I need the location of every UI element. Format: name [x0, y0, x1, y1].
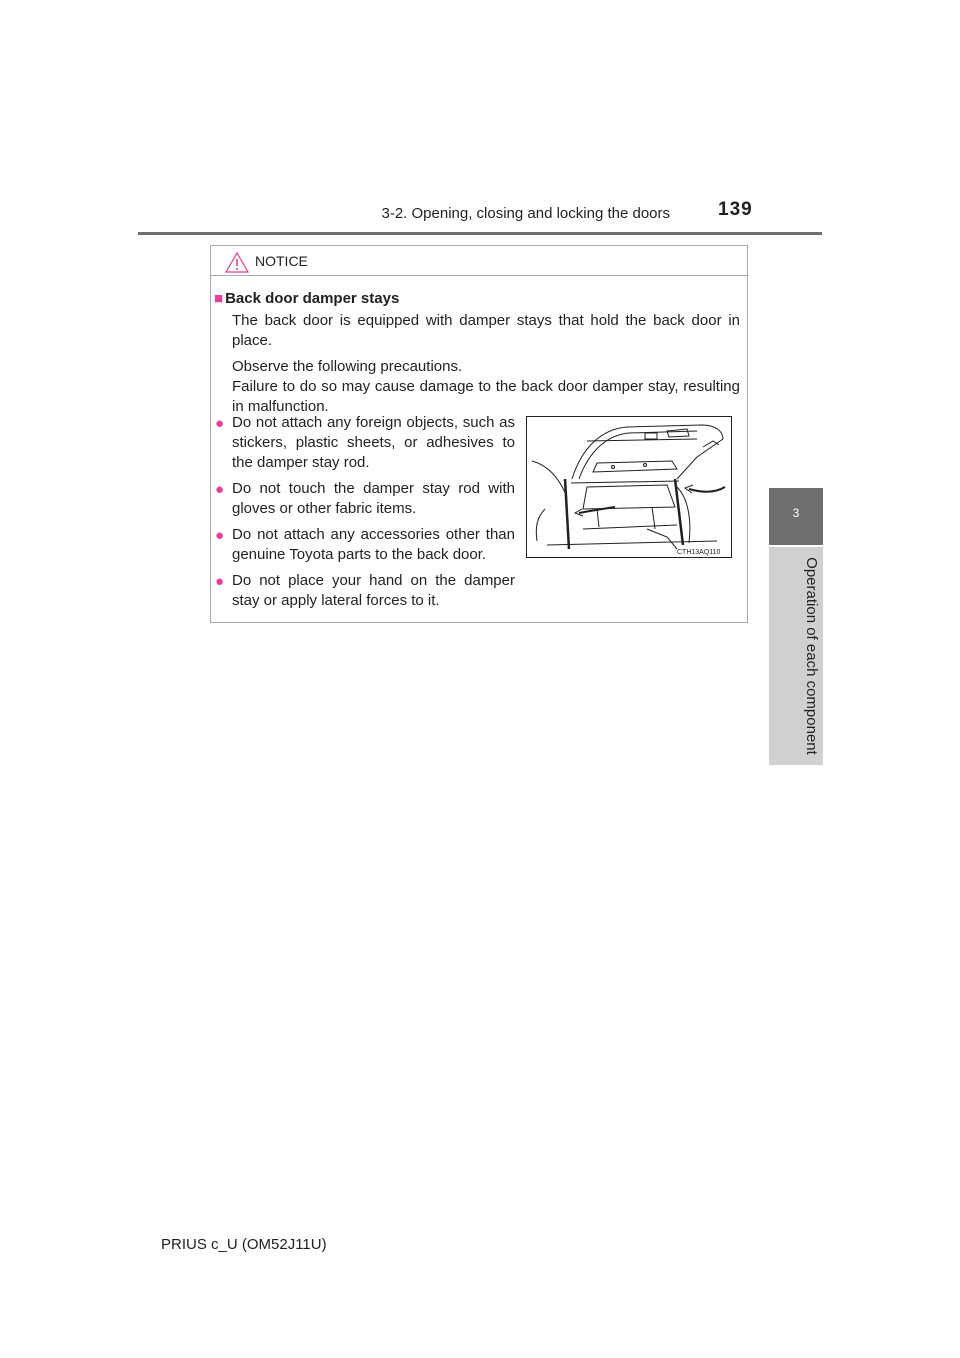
header-rule: [138, 232, 822, 235]
paragraph: The back door is equipped with damper stays that hold the back door in place.: [232, 312, 740, 349]
bullet-dot-icon: ●: [215, 415, 225, 432]
bullet-dot-icon: ●: [215, 527, 225, 544]
list-item-text: Do not touch the damper stay rod with gloves or other fabric items.: [232, 480, 515, 517]
bullet-dot-icon: ●: [215, 481, 225, 498]
chapter-tab: [769, 547, 823, 765]
section-title-text: Back door damper stays: [225, 290, 400, 307]
square-bullet-icon: ■: [214, 290, 224, 307]
running-header-title: 3-2. Opening, closing and locking the doors: [381, 205, 670, 222]
paragraph: Observe the following precautions.: [232, 358, 463, 375]
back-door-illustration: [526, 416, 732, 558]
list-item-text: Do not attach any foreign objects, such as stickers, plastic sheets, or adhesives to the damper stay rod.: [232, 414, 515, 471]
bullet-dot-icon: ●: [215, 573, 225, 590]
warning-triangle-icon: [225, 252, 249, 273]
section-title: [214, 290, 399, 307]
chapter-tab-number: 3: [769, 488, 823, 545]
list-item: [215, 571, 515, 611]
list-item-text: Do not place your hand on the damper stay or apply lateral forces to it.: [232, 572, 515, 609]
back-door-drawing: [527, 417, 731, 557]
page-number: 139: [718, 199, 753, 220]
chapter-tab-label: Operation of each component: [803, 557, 820, 755]
list-item: [215, 413, 515, 473]
footer-model-code: PRIUS c_U (OM52J11U): [161, 1236, 327, 1253]
paragraph: Failure to do so may cause damage to the back door damper stay, resulting in malfunction.: [232, 378, 740, 415]
precaution-list: [215, 413, 515, 617]
notice-header: [211, 246, 747, 276]
notice-box: [210, 245, 748, 623]
notice-label: NOTICE: [255, 253, 308, 269]
illustration-code: CTH13AQ110: [677, 549, 721, 556]
list-item: [215, 479, 515, 519]
list-item-text: Do not attach any accessories other than genuine Toyota parts to the back door.: [232, 526, 515, 563]
list-item: [215, 525, 515, 565]
